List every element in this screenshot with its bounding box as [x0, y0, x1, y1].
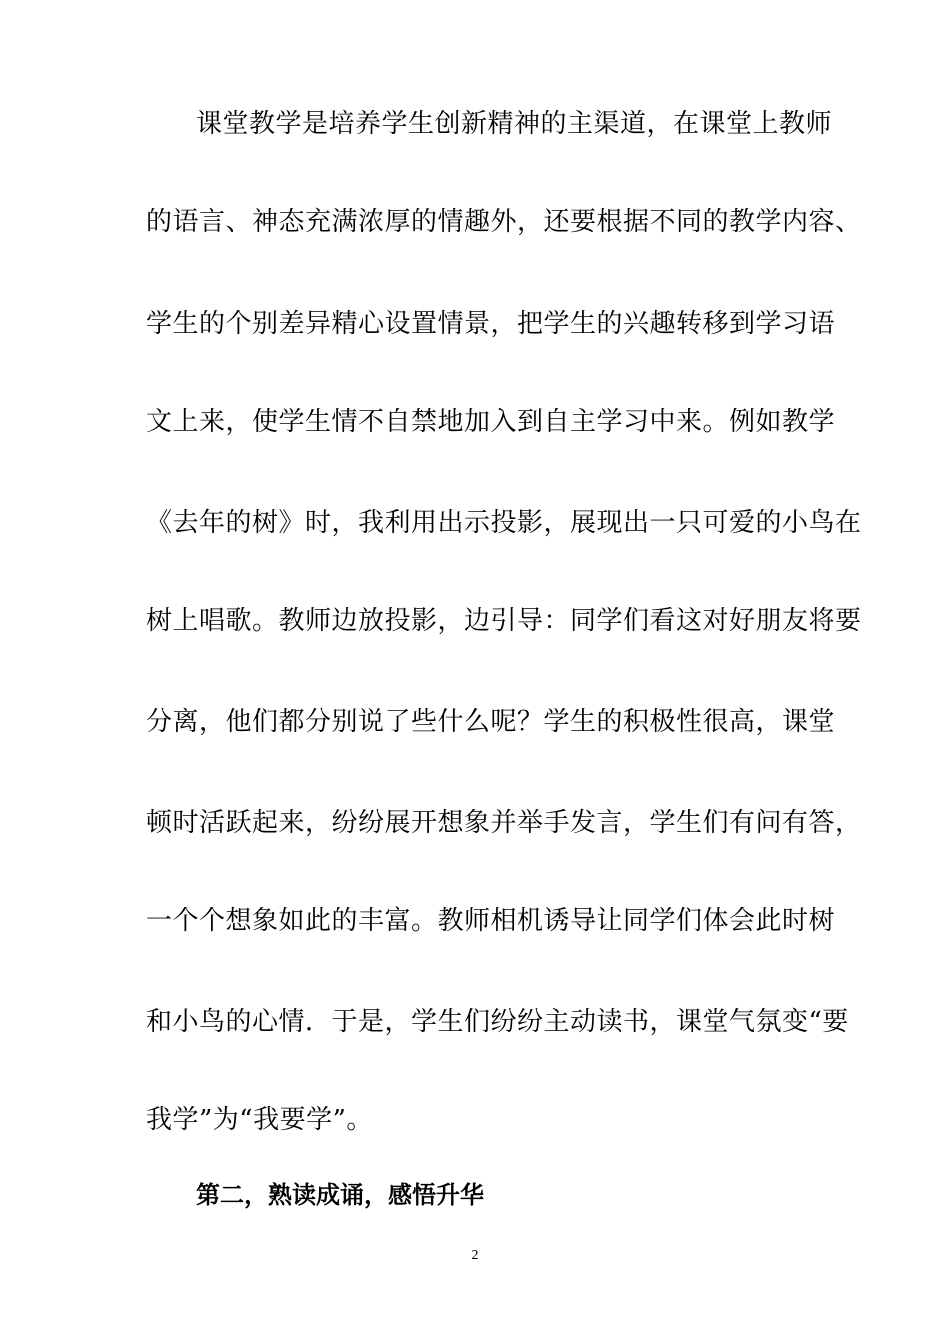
paragraph-line-9: 一个个想象如此的丰富。教师相机诱导让同学们体会此时树	[146, 906, 836, 936]
paragraph-line-3: 学生的个别差异精心设置情景，把学生的兴趣转移到学习语	[146, 309, 836, 339]
paragraph-line-6: 树上唱歌。教师边放投影，边引导：同学们看这对好朋友将要	[146, 606, 862, 636]
section-heading: 第二，熟读成诵，感悟升华	[196, 1181, 484, 1209]
paragraph-line-4: 文上来，使学生情不自禁地加入到自主学习中来。例如教学	[146, 407, 836, 437]
paragraph-line-11: 我学”为“我要学”。	[146, 1105, 373, 1135]
page-number: 2	[471, 1248, 479, 1263]
paragraph-line-5: 《去年的树》时，我利用出示投影，展现出一只可爱的小鸟在	[146, 508, 862, 538]
paragraph-line-1: 课堂教学是培养学生创新精神的主渠道，在课堂上教师	[196, 109, 833, 139]
paragraph-line-7: 分离，他们都分别说了些什么呢？学生的积极性很高，课堂	[146, 707, 836, 737]
paragraph-line-10: 和小鸟的心情．于是，学生们纷纷主动读书，课堂气氛变“要	[146, 1007, 849, 1037]
paragraph-line-2: 的语言、神态充满浓厚的情趣外，还要根据不同的教学内容、	[146, 207, 862, 237]
paragraph-line-8: 顿时活跃起来，纷纷展开想象并举手发言，学生们有问有答，	[146, 808, 862, 838]
